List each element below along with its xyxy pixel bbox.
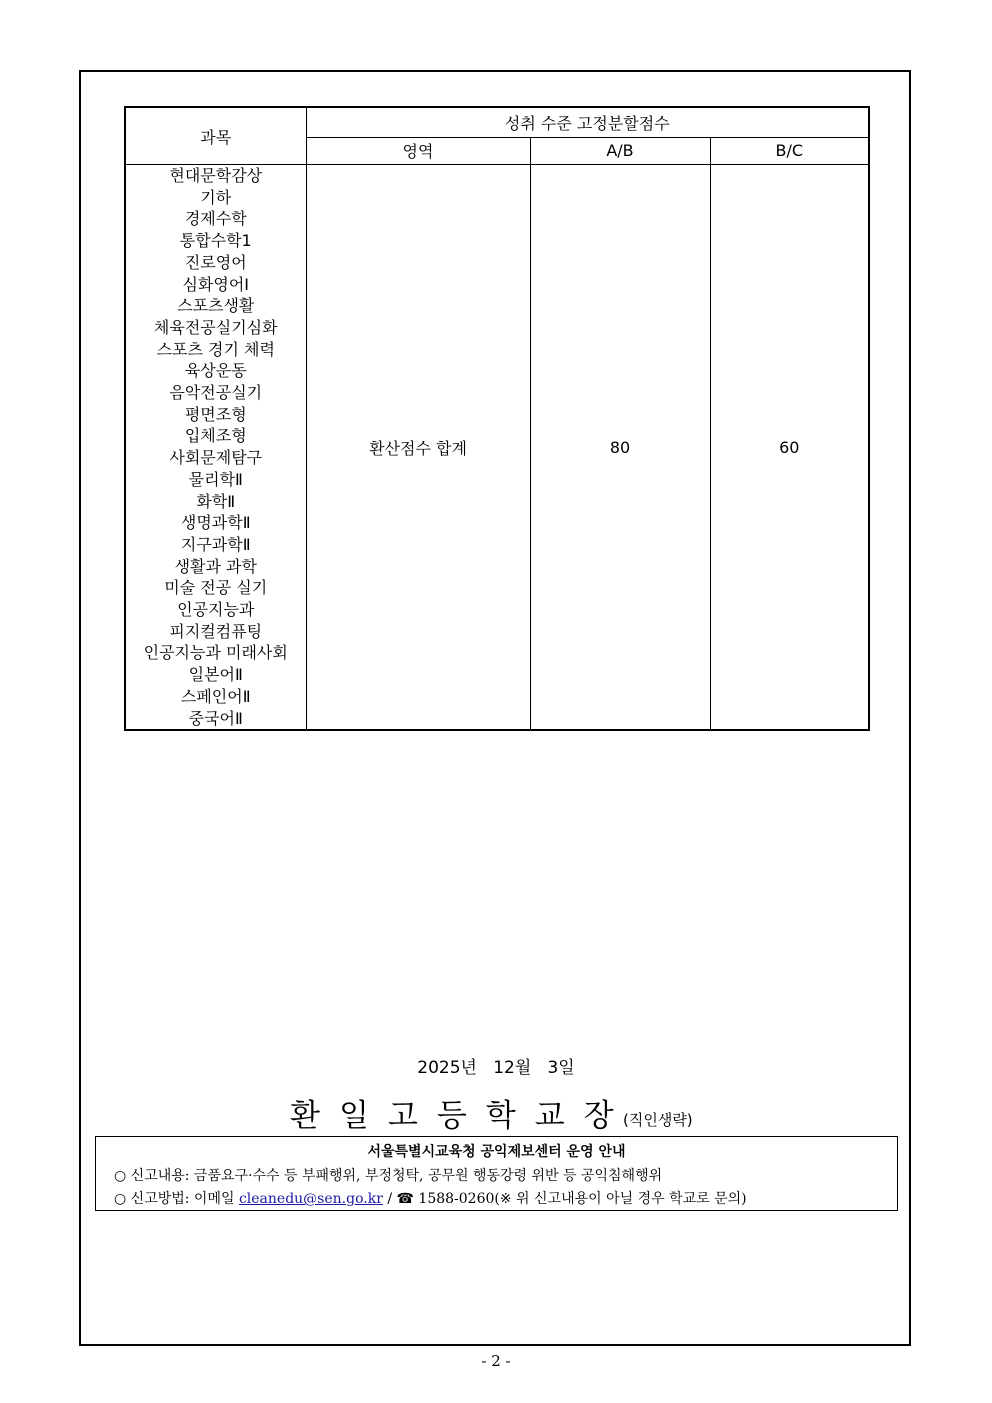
subject-item: 현대문학감상 — [169, 166, 263, 185]
notice-report-content: ○ 신고내용: 금품요구·수수 등 부패행위, 부정청탁, 공무원 행동강령 위반 등 공익침해행위 — [114, 1168, 663, 1184]
subject-item: 인공지능과 — [177, 600, 255, 620]
bc-value: 60 — [710, 165, 869, 731]
whistleblower-notice-box — [95, 1136, 898, 1211]
subject-item: 체육전공실기심화 — [153, 317, 278, 337]
subject-item: 물리학Ⅱ — [188, 469, 243, 489]
subject-item: 스페인어Ⅱ — [180, 686, 251, 706]
subject-item: 인공지능과 미래사회 — [143, 643, 288, 663]
subject-item: 진로영어 — [184, 252, 247, 272]
header-cut-score-title: 성취 수준 고정분할점수 — [306, 107, 869, 137]
subject-item: 화학Ⅱ — [196, 491, 236, 511]
page-number: - 2 - — [481, 1352, 511, 1370]
subject-item: 음악전공실기 — [169, 383, 263, 403]
header-ab: A/B — [530, 137, 710, 164]
subject-item: 평면조형 — [184, 404, 247, 424]
area-value: 환산점수 합계 — [306, 165, 530, 731]
header-bc: B/C — [710, 137, 869, 164]
subject-list — [125, 165, 306, 731]
subject-item: 지구과학Ⅱ — [180, 534, 251, 554]
subject-item: 심화영어Ⅰ — [182, 274, 250, 294]
notice-title: 서울특별시교육청 공익제보센터 운영 안내 — [367, 1144, 626, 1160]
subject-item: 스포츠생활 — [177, 296, 255, 316]
subject-item: 중국어Ⅱ — [188, 708, 243, 728]
notice-method-label: ○ 신고방법: 이메일 — [114, 1191, 239, 1207]
subject-item: 생활과 과학 — [174, 556, 257, 576]
subject-item: 미술 전공 실기 — [164, 578, 268, 598]
subject-item: 스포츠 경기 체력 — [156, 339, 275, 359]
subject-item: 기하 — [200, 187, 232, 207]
subject-item: 경제수학 — [184, 209, 247, 229]
notice-report-method — [114, 1188, 747, 1208]
subject-item: 일본어Ⅱ — [188, 665, 243, 685]
header-subject: 과목 — [125, 107, 306, 165]
subject-item: 통합수학1 — [179, 231, 252, 251]
notice-phone-text: 1588-0260(※ 위 신고내용이 아닐 경우 학교로 문의) — [413, 1191, 747, 1207]
phone-icon: ☎ — [396, 1191, 414, 1207]
header-area: 영역 — [306, 137, 530, 164]
document-date: 2025년 12월 3일 — [417, 1058, 575, 1078]
cut-score-table — [124, 106, 870, 731]
email-link[interactable]: cleanedu@sen.go.kr — [238, 1191, 383, 1207]
subject-item: 사회문제탐구 — [169, 448, 263, 468]
subject-item: 피지컬컴퓨팅 — [169, 621, 263, 641]
notice-separator: / — [382, 1191, 397, 1207]
subject-item: 입체조형 — [184, 426, 247, 446]
ab-value: 80 — [530, 165, 710, 731]
seal-omitted-note: (직인생략) — [623, 1111, 693, 1129]
subject-item: 육상운동 — [184, 361, 247, 381]
subject-item: 생명과학Ⅱ — [180, 513, 251, 533]
school-principal-name: 환일고등학교장 — [290, 1098, 633, 1134]
